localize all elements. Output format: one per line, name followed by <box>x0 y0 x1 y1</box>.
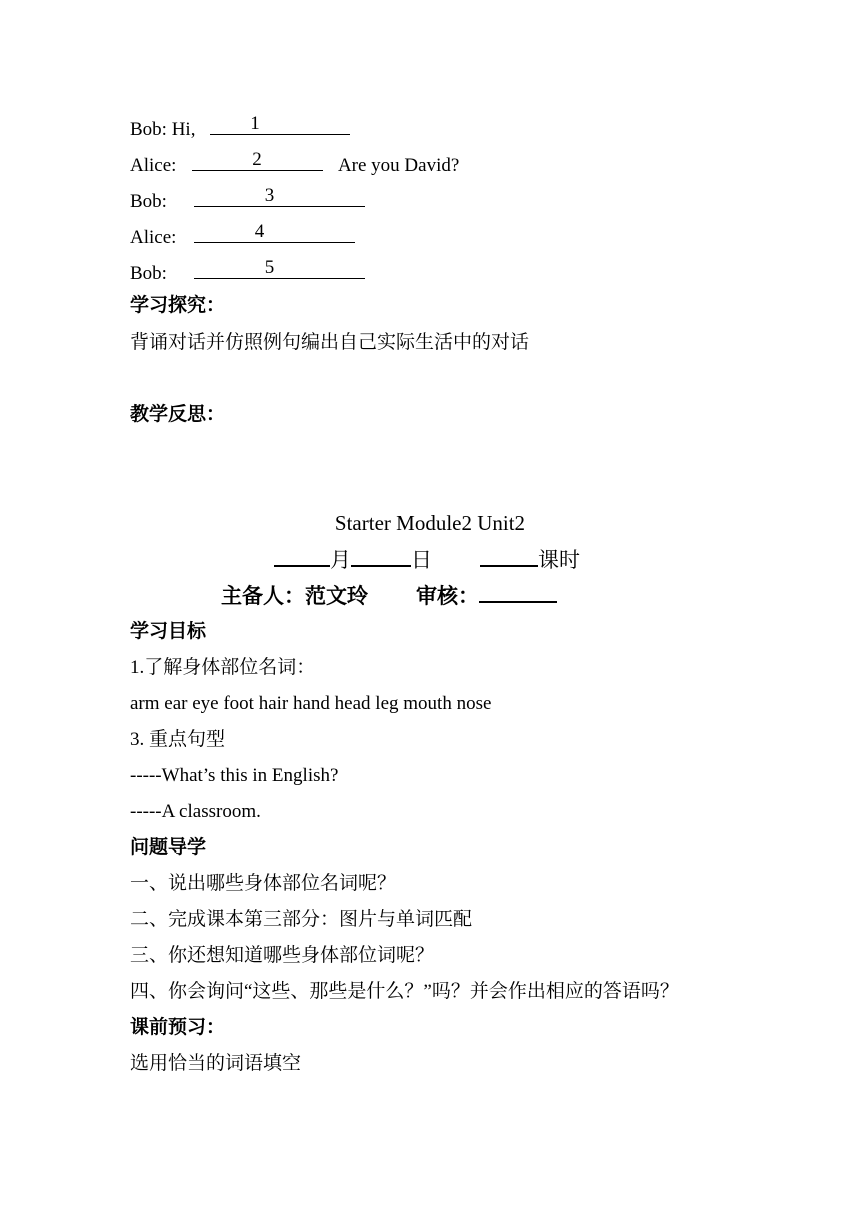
dialogue-line-2 <box>130 150 459 178</box>
dialogue-question: Are you David? <box>337 155 460 176</box>
month-blank[interactable] <box>274 545 330 567</box>
key-sentence-2: -----A classroom. <box>130 801 261 822</box>
period-label: 课时 <box>538 548 580 572</box>
objective-item-1: 1.了解身体部位名词： <box>130 657 316 678</box>
dialogue-line-4 <box>130 222 355 250</box>
preview-text: 选用恰当的词语填空 <box>130 1053 302 1074</box>
speaker-label: Alice: <box>130 155 177 176</box>
guided-question-3: 三、你还想知道哪些身体部位词呢？ <box>130 945 435 966</box>
guided-question-4: 四、你会询问“这些、那些是什么？”吗？并会作出相应的答语吗？ <box>130 981 679 1002</box>
lesson-title: Starter Module2 Unit2 <box>334 511 526 535</box>
answer-blank-4[interactable]: 4 <box>194 222 355 243</box>
month-label: 月 <box>330 548 351 572</box>
speaker-label: Bob: <box>130 191 167 212</box>
answer-blank-2[interactable]: 2 <box>192 150 323 171</box>
key-sentence-1: -----What’s this in English? <box>130 765 339 786</box>
vocabulary-words: arm ear eye foot hair hand head leg mouth nose <box>130 693 492 714</box>
objectives-heading: 学习目标 <box>130 621 207 642</box>
date-line <box>274 545 580 574</box>
speaker-label: Bob: <box>130 263 167 284</box>
answer-blank-1[interactable]: 1 <box>210 114 350 135</box>
answer-blank-5[interactable]: 5 <box>194 258 365 279</box>
guided-question-2: 二、完成课本第三部分：图片与单词匹配 <box>130 909 473 930</box>
dialogue-line-3 <box>130 186 365 214</box>
guided-question-1: 一、说出哪些身体部位名词呢？ <box>130 873 397 894</box>
day-label: 日 <box>411 548 432 572</box>
speaker-label: Bob: Hi, <box>130 119 196 140</box>
study-explore-text: 背诵对话并仿照例句编出自己实际生活中的对话 <box>130 332 530 353</box>
author-line <box>221 581 557 610</box>
reviewer-label: 审核： <box>416 584 479 608</box>
reflection-heading: 教学反思： <box>130 404 226 425</box>
study-explore-heading: 学习探究： <box>130 295 226 316</box>
preview-heading: 课前预习： <box>130 1017 226 1038</box>
answer-blank-3[interactable]: 3 <box>194 186 365 207</box>
dialogue-line-5 <box>130 258 365 286</box>
guided-questions-heading: 问题导学 <box>130 837 207 858</box>
speaker-label: Alice: <box>130 227 177 248</box>
day-blank[interactable] <box>351 545 411 567</box>
period-blank[interactable] <box>480 545 538 567</box>
preparer-label: 主备人：范文玲 <box>221 584 368 608</box>
dialogue-line-1 <box>130 114 350 142</box>
reviewer-blank[interactable] <box>479 581 557 603</box>
objective-item-3: 3. 重点句型 <box>130 729 226 750</box>
